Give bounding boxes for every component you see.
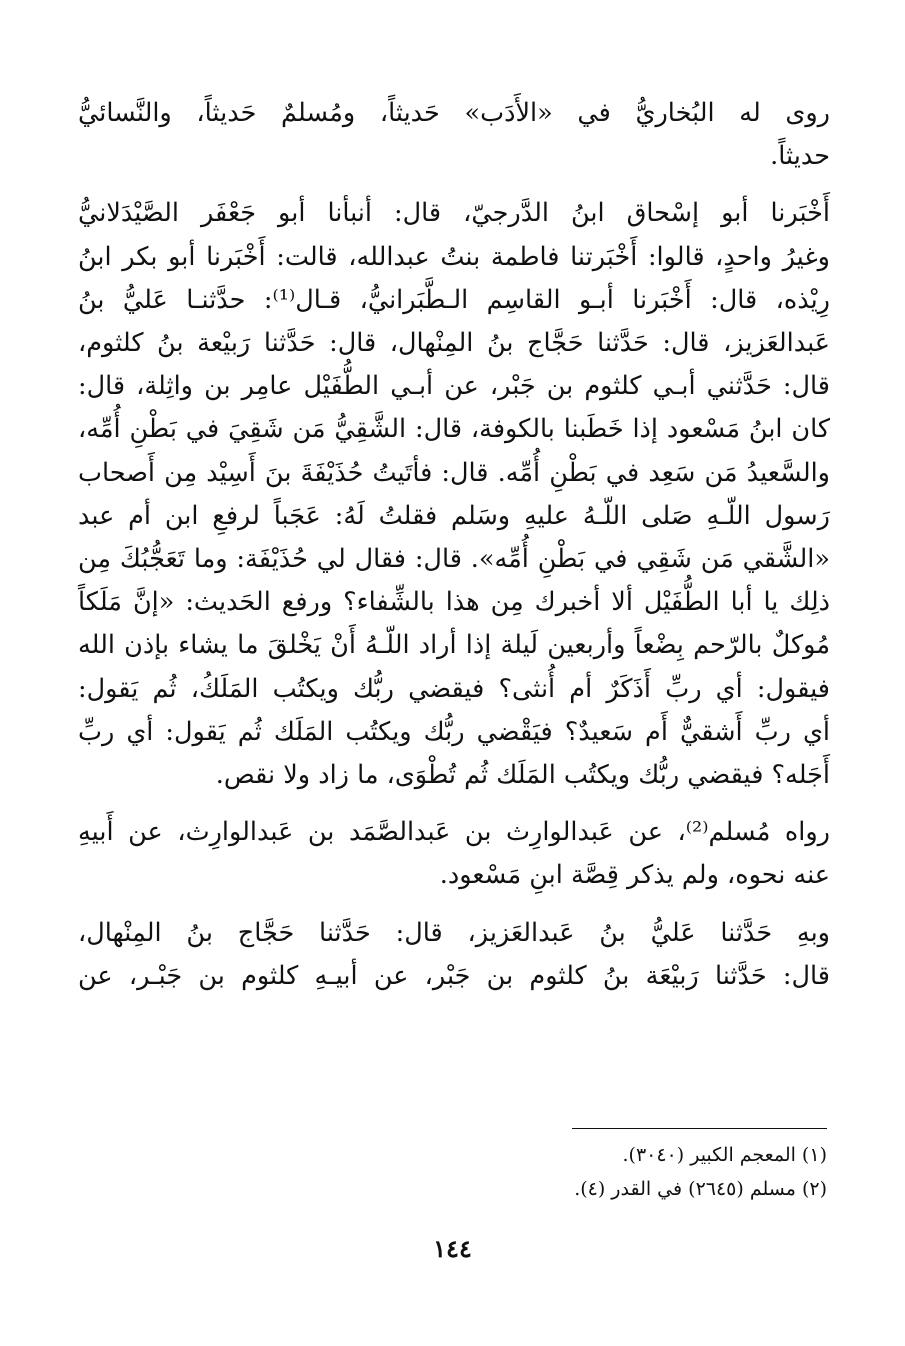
- page-number: ١٤٤: [433, 1234, 472, 1263]
- text-line: حديثاً.: [770, 141, 830, 172]
- text-line: عَبدالعَزيز، قال: حَدَّثنا حَجَّاج بنُ المِنْهال، قال: حَدَّثنا رَبيْعة بنُ كلثوم،: [78, 328, 830, 359]
- page-body: [78, 92, 830, 998]
- text-line: أَخْبَرنا أبو إسْحاق ابنُ الدَّرجيّ، قال: أنبأنا أبو جَعْفَر الصَّيْدَلانيُّ: [78, 198, 830, 229]
- text-line: أي ربِّ أَشقيٌّ أَم سَعيدٌ؟ فيَقْضي ربُّك ويكتُب المَلَك ثُم يَقول: أي ربِّ: [78, 716, 830, 747]
- text-line: وغيرُ واحدٍ، قالوا: أَخْبَرتنا فاطمة بنتُ عبدالله، قالت: أَخْبَرنا أبو بكر ابنُ: [78, 241, 830, 272]
- text-line: ذلِك يا أبا الطُّفَيْل ألا أخبرك مِن هذا بالشِّفاء؟ ورفع الحَديث: «إنَّ مَلَكاً: [78, 587, 830, 618]
- footnotes: [67, 1138, 827, 1206]
- footnote-1: (١) المعجم الكبير (٣٠٤٠).: [622, 1144, 827, 1166]
- text-line: رَسول اللّـهِ صَلى اللّـهُ عليهِ وسَلم فقلتُ لَهُ: عَجَباً لرفعِ ابن أم عبد: [78, 500, 830, 531]
- text-line: مُوكلٌ بالرّحم بِضْعاً وأربعين لَيلة إذا أراد اللّـهُ أَنْ يَخْلقَ ما يشاء بإذن الله: [78, 630, 830, 661]
- text-line: أَجَله؟ فيقضي ربُّك ويكتُب المَلَك ثُم تُطْوَى، ما زاد ولا نقص.: [215, 760, 830, 791]
- text-line: والسَّعيدُ مَن سَعِد في بَطْنِ أُمِّه. قال: فأتَيتُ حُذَيْفَةَ بنَ أَسِيْد مِن أَصحاب: [78, 457, 830, 488]
- text-line: روى له البُخاريُّ في «الأَدَب» حَديثاً، ومُسلمٌ حَديثاً، والنَّسائيُّ: [78, 98, 830, 128]
- paragraph-hadith-chain: [78, 192, 830, 797]
- text-line: قال: حَدَّثني أبـي كلثوم بن جَبْر، عن أبـي الطُّفَيْل عامِر بن واثِلة، قال:: [78, 371, 830, 402]
- text-line: عنه نحوه، ولم يذكر قِصَّة ابنِ مَسْعود.: [439, 860, 830, 891]
- text-line: «الشَّقي مَن شَقِي في بَطْنِ أُمِّه». قال: فقال لي حُذَيْفَة: وما تَعَجُّبُكَ مِن: [78, 544, 830, 575]
- paragraph-narration-intro: [78, 92, 830, 178]
- text-line: قال: حَدَّثنا رَبيْعَة بنُ كلثوم بن جَبْر، عن أبيـهِ كلثوم بن جَبْـر، عن: [78, 960, 830, 991]
- text-line: فيقول: أي ربِّ أَذَكَرٌ أم أُنثى؟ فيقضي ربُّك ويكتُب المَلَكُ، ثُم يَقول:: [78, 673, 830, 704]
- paragraph-continuation: [78, 912, 830, 998]
- paragraph-muslim-narration: [78, 811, 830, 897]
- footnote-divider: [572, 1128, 827, 1129]
- text-line: رواه مُسلم⁽²⁾، عن عَبدالوارِث بن عَبدالصَّمَد بن عَبدالوارِث، عن أَبيهِ: [78, 817, 831, 848]
- text-line: كان ابنُ مَسْعود إذا خَطَبنا بالكوفة، قال: الشَّقِيُّ مَن شَقِيَ في بَطْنِ أُمِّه،: [78, 414, 830, 445]
- footnote-2: (٢) مسلم (٢٦٤٥) في القدر (٤).: [574, 1178, 827, 1200]
- text-line: رِيْذه، قال: أَخْبَرنا أبـو القاسِم الـطَّبَرانيُّ، قـال⁽¹⁾: حدَّثنـا عَليُّ بنُ: [78, 284, 830, 315]
- text-line: وبهِ حَدَّثنا عَليُّ بنُ عَبدالعَزيز، قال: حَدَّثنا حَجَّاج بنُ المِنْهال،: [78, 917, 830, 948]
